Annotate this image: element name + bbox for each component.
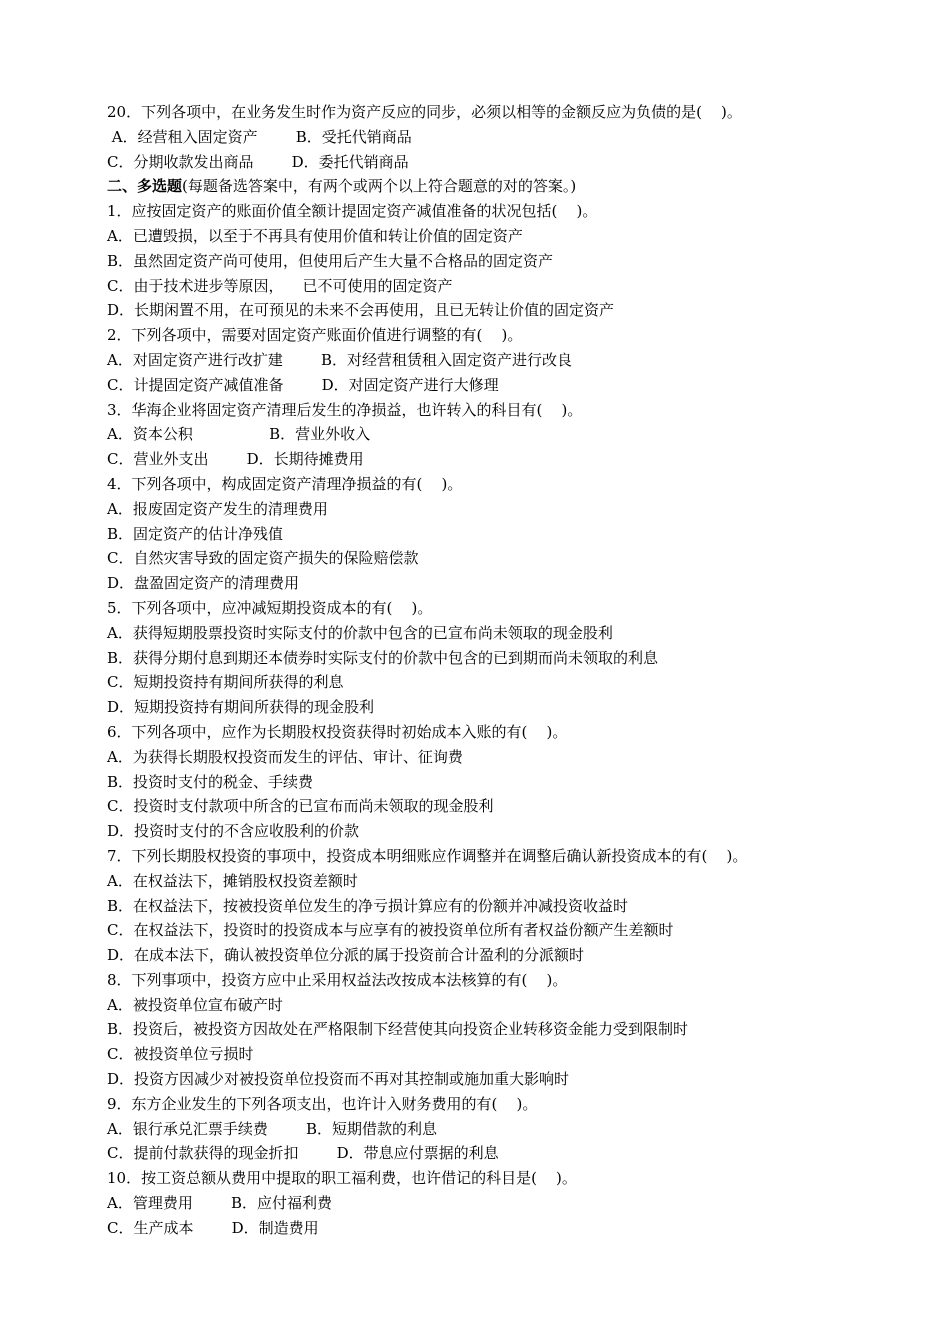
answer-option: C．提前付款获得的现金折扣 D．带息应付票据的利息 xyxy=(107,1144,499,1163)
answer-option: C．由于技术进步等原因， 已不可使用的固定资产 xyxy=(107,276,453,295)
answer-option: B．在权益法下，按被投资单位发生的净亏损计算应有的份额并冲减投资收益时 xyxy=(107,896,629,915)
answer-option: C．投资时支付款项中所含的已宣布而尚未领取的现金股利 xyxy=(107,797,494,816)
answer-option: D．盘盈固定资产的清理费用 xyxy=(107,574,300,593)
answer-option: D．短期投资持有期间所获得的现金股利 xyxy=(107,698,375,717)
document-body xyxy=(107,100,907,1241)
answer-option: D．长期闲置不用，在可预见的未来不会再使用，且已无转让价值的固定资产 xyxy=(107,301,615,320)
question-stem: 1．应按固定资产的账面价值全额计提固定资产减值准备的状况包括( )。 xyxy=(107,202,598,221)
answer-option: A．被投资单位宣布破产时 xyxy=(107,995,283,1014)
question-stem: 3．华海企业将固定资产清理后发生的净损益，也许转入的科目有( )。 xyxy=(107,400,583,419)
question-stem: 7．下列长期股权投资的事项中，投资成本明细账应作调整并在调整后确认新投资成本的有( )。 xyxy=(107,846,748,865)
answer-option: C．在权益法下，投资时的投资成本与应享有的被投资单位所有者权益份额产生差额时 xyxy=(107,921,674,940)
section-instruction: (每题备选答案中，有两个或两个以上符合题意的对的答案。) xyxy=(182,177,577,196)
answer-option: B．固定资产的估计净残值 xyxy=(107,524,284,543)
question-stem: 8．下列事项中，投资方应中止采用权益法改按成本法核算的有( )。 xyxy=(107,970,568,989)
answer-option: A．在权益法下，摊销股权投资差额时 xyxy=(107,871,358,890)
answer-option: C．生产成本 D．制造费用 xyxy=(107,1218,319,1237)
answer-option: A．报废固定资产发生的清理费用 xyxy=(107,499,328,518)
question-stem: 2．下列各项中，需要对固定资产账面价值进行调整的有( )。 xyxy=(107,326,523,345)
answer-option: B．投资后，被投资方因故处在严格限制下经营使其向投资企业转移资金能力受到限制时 xyxy=(107,1020,689,1039)
answer-option: C．计提固定资产减值准备 D．对固定资产进行大修理 xyxy=(107,375,499,394)
section-heading xyxy=(107,174,907,199)
answer-option: A．为获得长期股权投资而发生的评估、审计、征询费 xyxy=(107,747,463,766)
answer-option: D．投资方因减少对被投资单位投资而不再对其控制或施加重大影响时 xyxy=(107,1070,570,1089)
answer-option: A．银行承兑汇票手续费 B．短期借款的利息 xyxy=(107,1119,438,1138)
answer-option: B．虽然固定资产尚可使用，但使用后产生大量不合格品的固定资产 xyxy=(107,251,554,270)
answer-option: A．经营租入固定资产 B．受托代销商品 xyxy=(107,127,412,146)
answer-option: B．投资时支付的税金、手续费 xyxy=(107,772,314,791)
question-stem: 20．下列各项中，在业务发生时作为资产反应的同步，必须以相等的金额反应为负债的是( )。 xyxy=(107,103,742,121)
answer-option: D．在成本法下，确认被投资单位分派的属于投资前合计盈利的分派额时 xyxy=(107,946,585,965)
question-stem: 4．下列各项中，构成固定资产清理净损益的有( )。 xyxy=(107,474,463,493)
answer-option: A．已遭毁损，以至于不再具有使用价值和转让价值的固定资产 xyxy=(107,226,523,245)
answer-option: C．营业外支出 D．长期待摊费用 xyxy=(107,450,364,469)
question-stem: 10．按工资总额从费用中提取的职工福利费，也许借记的科目是( )。 xyxy=(107,1169,577,1188)
question-stem: 5．下列各项中，应冲减短期投资成本的有( )。 xyxy=(107,598,433,617)
answer-option: C．短期投资持有期间所获得的利息 xyxy=(107,673,344,692)
answer-option: D．投资时支付的不含应收股利的价款 xyxy=(107,822,360,841)
answer-option: C．自然灾害导致的固定资产损失的保险赔偿款 xyxy=(107,549,419,568)
answer-option: B．获得分期付息到期还本债券时实际支付的价款中包含的已到期而尚未领取的利息 xyxy=(107,648,659,667)
answer-option: A．对固定资产进行改扩建 B．对经营租赁租入固定资产进行改良 xyxy=(107,350,573,369)
answer-option: A．获得短期股票投资时实际支付的价款中包含的已宣布尚未领取的现金股利 xyxy=(107,623,613,642)
question-stem: 9．东方企业发生的下列各项支出，也许计入财务费用的有( )。 xyxy=(107,1094,538,1113)
answer-option: C．分期收款发出商品 D．委托代销商品 xyxy=(107,152,409,171)
answer-option: C．被投资单位亏损时 xyxy=(107,1045,254,1064)
question-stem: 6．下列各项中，应作为长期股权投资获得时初始成本入账的有( )。 xyxy=(107,722,568,741)
answer-option: A．管理费用 B．应付福利费 xyxy=(107,1194,333,1213)
answer-option: A．资本公积 B．营业外收入 xyxy=(107,425,371,444)
section-title: 二、多选题 xyxy=(107,177,183,196)
